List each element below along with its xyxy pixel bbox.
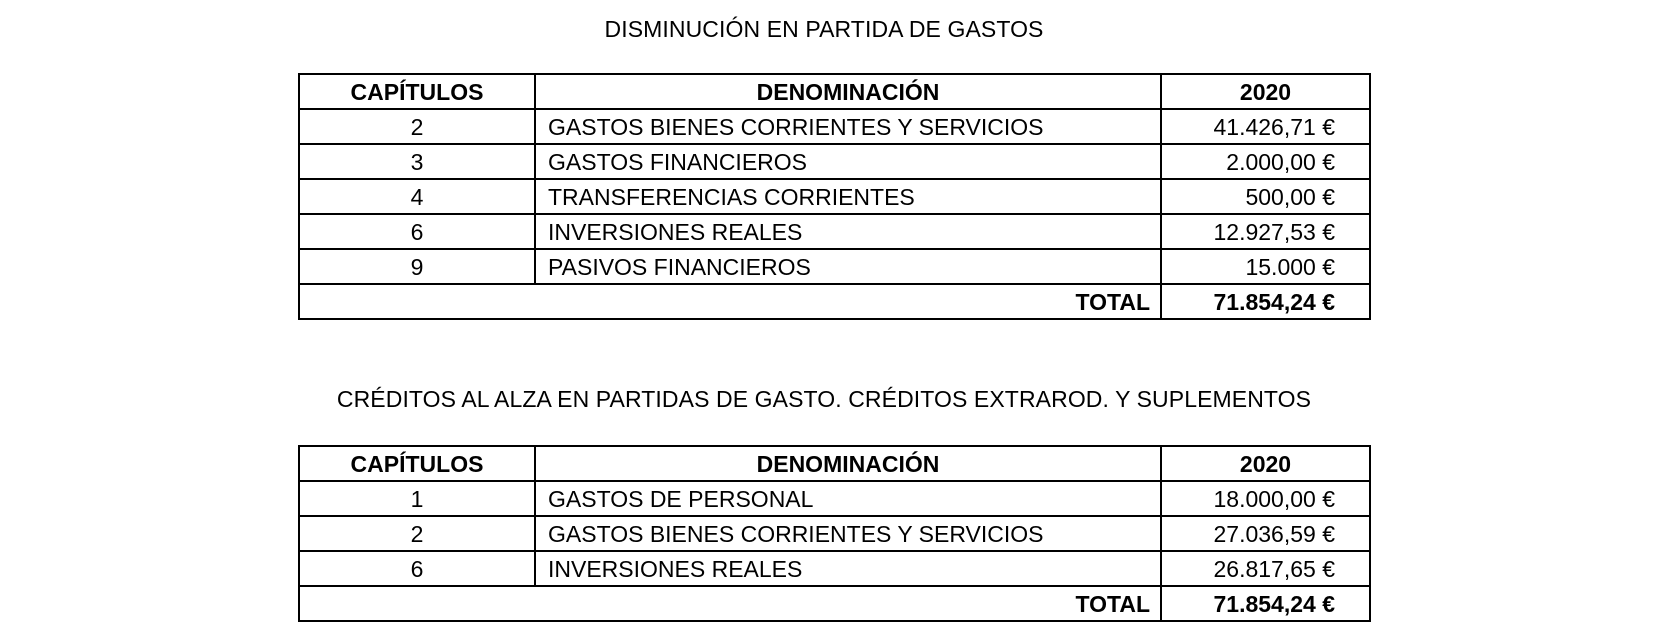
row-denominacion: GASTOS BIENES CORRIENTES Y SERVICIOS [535, 516, 1161, 551]
total-importe: 71.854,24 € [1161, 586, 1370, 621]
table-row [299, 214, 1370, 249]
header-capitulos: CAPÍTULOS [299, 74, 535, 109]
total-row [299, 284, 1370, 319]
header-denominacion: DENOMINACIÓN [535, 74, 1161, 109]
row-importe: 26.817,65 € [1161, 551, 1370, 586]
row-capitulo: 9 [299, 249, 535, 284]
section-title-creditos-alza: CRÉDITOS AL ALZA EN PARTIDAS DE GASTO. CRÉDITOS EXTRAROD. Y SUPLEMENTOS [336, 386, 1312, 412]
table-row [299, 516, 1370, 551]
creditos-alza-table [298, 445, 1371, 622]
row-capitulo: 3 [299, 144, 535, 179]
row-capitulo: 4 [299, 179, 535, 214]
row-importe: 12.927,53 € [1161, 214, 1370, 249]
table-header-row [299, 74, 1370, 109]
table-row [299, 551, 1370, 586]
row-denominacion: TRANSFERENCIAS CORRIENTES [535, 179, 1161, 214]
row-capitulo: 6 [299, 551, 535, 586]
table-row [299, 109, 1370, 144]
row-importe: 500,00 € [1161, 179, 1370, 214]
table-row [299, 179, 1370, 214]
row-denominacion: INVERSIONES REALES [535, 214, 1161, 249]
table-row [299, 144, 1370, 179]
total-label: TOTAL [299, 586, 1161, 621]
row-denominacion: INVERSIONES REALES [535, 551, 1161, 586]
row-denominacion: GASTOS BIENES CORRIENTES Y SERVICIOS [535, 109, 1161, 144]
total-label: TOTAL [299, 284, 1161, 319]
row-capitulo: 6 [299, 214, 535, 249]
header-year: 2020 [1161, 446, 1370, 481]
disminucion-table [298, 73, 1371, 320]
total-importe: 71.854,24 € [1161, 284, 1370, 319]
row-capitulo: 2 [299, 109, 535, 144]
table-row [299, 481, 1370, 516]
row-importe: 27.036,59 € [1161, 516, 1370, 551]
row-importe: 2.000,00 € [1161, 144, 1370, 179]
table-header-row [299, 446, 1370, 481]
row-denominacion: GASTOS DE PERSONAL [535, 481, 1161, 516]
total-row [299, 586, 1370, 621]
row-capitulo: 2 [299, 516, 535, 551]
section-title-disminucion: DISMINUCIÓN EN PARTIDA DE GASTOS [604, 16, 1044, 42]
header-capitulos: CAPÍTULOS [299, 446, 535, 481]
row-capitulo: 1 [299, 481, 535, 516]
row-importe: 18.000,00 € [1161, 481, 1370, 516]
header-denominacion: DENOMINACIÓN [535, 446, 1161, 481]
row-importe: 41.426,71 € [1161, 109, 1370, 144]
row-importe: 15.000 € [1161, 249, 1370, 284]
row-denominacion: PASIVOS FINANCIEROS [535, 249, 1161, 284]
row-denominacion: GASTOS FINANCIEROS [535, 144, 1161, 179]
header-year: 2020 [1161, 74, 1370, 109]
table-row [299, 249, 1370, 284]
